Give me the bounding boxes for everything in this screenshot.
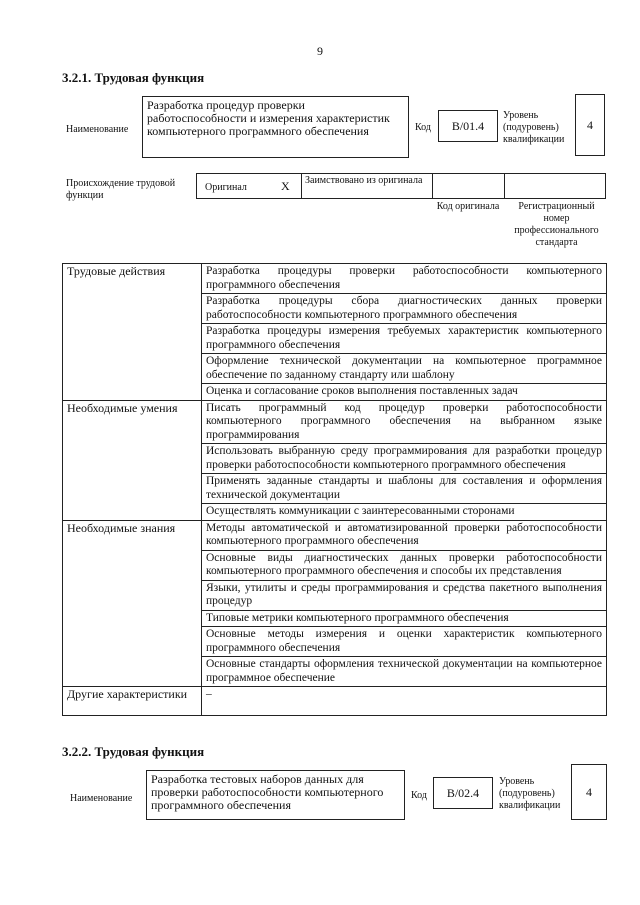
labor-action-item: Разработка процедуры сбора диагностических данных проверки работоспособности компьютерного программного обеспечения	[202, 294, 607, 324]
name-label: Наименование	[70, 793, 133, 804]
code-value-box: B/01.4	[438, 110, 498, 142]
section-heading-3-2-2: 3.2.2. Трудовая функция	[62, 744, 205, 759]
labor-action-item: Разработка процедуры проверки работоспособности компьютерного программного обеспечения	[202, 264, 607, 294]
other-characteristics-value: –	[202, 687, 607, 716]
code-original-caption: Код оригинала	[436, 201, 500, 212]
level-label: Уровень (подуровень) квалификации	[499, 776, 561, 811]
code-label: Код	[415, 122, 431, 133]
knowledge-item: Типовые метрики компьютерного программного обеспечения	[202, 610, 607, 627]
required-skills-label: Необходимые умения	[63, 400, 202, 520]
skill-item: Писать программный код процедур проверки работоспособности компьютерного программного обеспечения на выбранном языке программирования	[202, 400, 607, 444]
level-value-box: 4	[575, 94, 605, 156]
knowledge-item: Основные стандарты оформления технической документации на компьютерное программное обеспечение	[202, 657, 607, 687]
function-name-box: Разработка тестовых наборов данных для проверки работоспособности компьютерного программного обеспечения	[146, 770, 405, 820]
original-mark: X	[281, 179, 290, 193]
level-value-box: 4	[571, 764, 607, 820]
origin-label: Происхождение трудовой функции	[66, 178, 176, 201]
labor-action-item: Разработка процедуры измерения требуемых характеристик компьютерного программного обеспечения	[202, 324, 607, 354]
labor-action-item: Оформление технической документации на компьютерное программное обеспечение по заданному стандарту или шаблону	[202, 354, 607, 384]
divider	[504, 174, 505, 198]
level-label: Уровень (подуровень) квалификации	[503, 110, 565, 145]
borrowed-label: Заимствовано из оригинала	[305, 175, 423, 186]
divider	[432, 174, 433, 198]
page-number: 9	[317, 44, 323, 58]
knowledge-item: Языки, утилиты и среды программирования и средства пакетного выполнения процедур	[202, 580, 607, 610]
knowledge-item: Основные методы измерения и оценки характеристик компьютерного программного обеспечения	[202, 627, 607, 657]
labor-function-table	[62, 263, 607, 716]
labor-actions-label: Трудовые действия	[63, 264, 202, 401]
function-name-box: Разработка процедур проверки работоспособности и измерения характеристик компьютерного программного обеспечения	[142, 96, 409, 158]
skill-item: Использовать выбранную среду программирования для разработки процедур проверки работоспособности компьютерного программного обеспечения	[202, 444, 607, 474]
knowledge-item: Основные виды диагностических данных проверки работоспособности компьютерного программного обеспечения и способы их представления	[202, 550, 607, 580]
section-heading-3-2-1: 3.2.1. Трудовая функция	[62, 70, 205, 85]
name-label: Наименование	[66, 124, 129, 135]
skill-item: Применять заданные стандарты и шаблоны для составления и оформления технической документации	[202, 474, 607, 504]
required-knowledge-label: Необходимые знания	[63, 520, 202, 687]
labor-action-item: Оценка и согласование сроков выполнения поставленных задач	[202, 384, 607, 401]
other-characteristics-label: Другие характеристики	[63, 687, 202, 716]
divider	[301, 174, 302, 198]
reg-number-caption: Регистрационный номер профессионального стандарта	[514, 201, 599, 248]
code-label: Код	[411, 790, 427, 801]
knowledge-item: Методы автоматической и автоматизированной проверки работоспособности компьютерного программного обеспечения	[202, 520, 607, 550]
code-value-box: B/02.4	[433, 777, 493, 809]
origin-row	[196, 173, 606, 199]
skill-item: Осуществлять коммуникации с заинтересованными сторонами	[202, 504, 607, 521]
original-label: Оригинал	[205, 182, 247, 193]
